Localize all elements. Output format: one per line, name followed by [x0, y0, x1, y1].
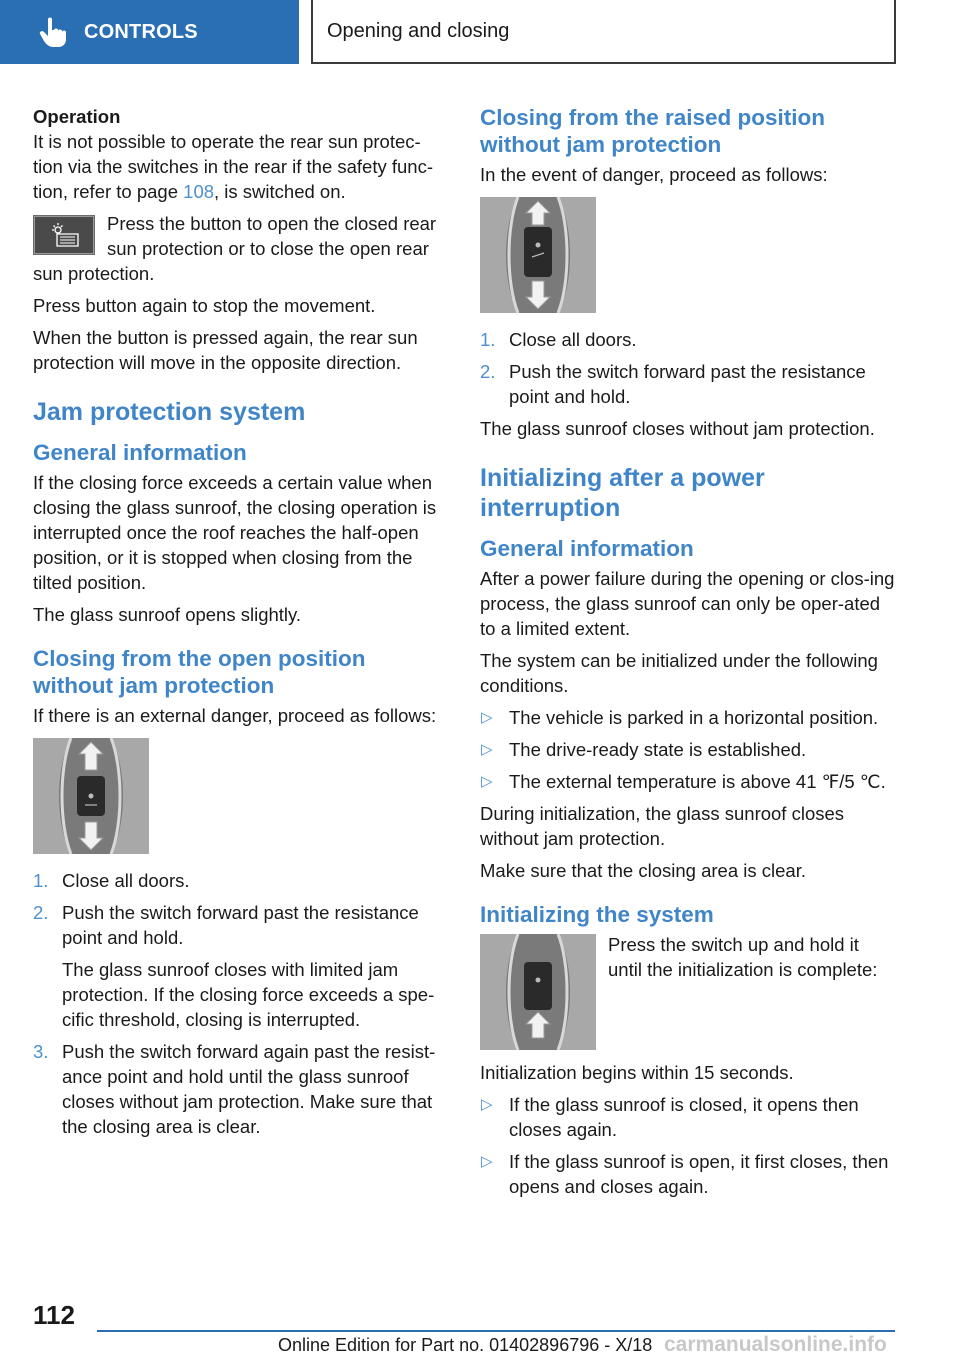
list-item [33, 1039, 449, 1139]
external-danger-text: If there is an external danger, proceed as follows: [33, 705, 437, 726]
init-system-heading: Initializing the system [480, 902, 714, 927]
list-item [480, 769, 896, 794]
footer-divider [97, 1330, 895, 1332]
list-item [480, 737, 896, 762]
step-text: Push the switch forward past the resistance point and hold. [62, 902, 419, 948]
list-item [480, 1092, 896, 1142]
step-text: Push the switch forward past the resistance point and hold. [509, 361, 866, 407]
triangle-bullet-icon: ▷ [481, 1096, 493, 1113]
conditions-intro: The system can be initialized under the following conditions. [480, 650, 878, 696]
chapter-tab-label: CONTROLS [84, 20, 198, 43]
closing-raised-heading: Closing from the raised position without jam protection [480, 105, 826, 157]
outcome-text: If the glass sunroof is closed, it opens then closes again. [509, 1094, 859, 1140]
chapter-tab[interactable] [0, 0, 299, 64]
list-item [33, 868, 449, 893]
general-info-heading: General information [33, 440, 247, 465]
begins-within-text: Initialization begins within 15 seconds. [480, 1062, 794, 1083]
jam-protection-heading: Jam protection system [33, 398, 306, 426]
closes-without-text: The glass sunroof closes without jam protection. [480, 418, 875, 439]
step-number: 1. [33, 870, 49, 891]
operation-paragraph [33, 129, 449, 204]
condition-text: The external temperature is above 41 ℉/5 ℃. [509, 771, 886, 792]
hand-pointer-icon [36, 15, 70, 49]
general-info-heading: General information [480, 536, 694, 561]
section-header [311, 0, 896, 64]
step-number: 3. [33, 1041, 49, 1062]
step-number: 1. [480, 329, 496, 350]
triangle-bullet-icon: ▷ [481, 1153, 493, 1170]
operation-heading: Operation [33, 106, 121, 127]
power-failure-text: After a power failure during the opening or clos-ing process, the glass sunroof can only be oper-ated to a limited extent. [480, 568, 895, 639]
page-number: 112 [33, 1300, 75, 1330]
list-item [33, 900, 449, 1032]
triangle-bullet-icon: ▷ [481, 709, 493, 726]
triangle-bullet-icon: ▷ [481, 773, 493, 790]
step-number: 2. [480, 361, 496, 382]
press-switch-up-text: Press the switch up and hold it until the initialization is complete: [608, 934, 878, 980]
triangle-bullet-icon: ▷ [481, 741, 493, 758]
step-text: Close all doors. [509, 329, 637, 350]
general-info-text: If the closing force exceeds a certain value when closing the glass sunroof, the closing operation is interrupted once the roof reaches the half-open position, or it is stopped when closing from the tilted position. [33, 472, 437, 593]
make-sure-text: Make sure that the closing area is clear. [480, 860, 806, 881]
event-danger-text: In the event of danger, proceed as follows: [480, 164, 828, 185]
condition-text: The drive-ready state is established. [509, 739, 807, 760]
step-text: Close all doors. [62, 870, 190, 891]
page-link-108[interactable]: 108 [183, 181, 215, 202]
outcomes-list [480, 1092, 896, 1199]
sunroof-switch-icon [480, 197, 596, 313]
step-extra-text: The glass sunroof closes with limited jam protection. If the closing force exceeds a spe-cific threshold, closing is interrupted. [62, 959, 435, 1030]
opens-slightly-text: The glass sunroof opens slightly. [33, 604, 302, 625]
watermark: carmanualsonline.info [664, 1333, 887, 1356]
press-again-text: Press button again to stop the movement. [33, 295, 376, 316]
sunroof-switch-icon [33, 738, 149, 854]
condition-text: The vehicle is parked in a horizontal position. [509, 707, 879, 728]
open-steps-list [33, 868, 449, 1139]
list-item [480, 705, 896, 730]
operation-text: It is not possible to operate the rear sun protec-tion via the switches in the rear if the safety func-tion, refer to page [33, 131, 433, 202]
list-item [480, 359, 896, 409]
closing-open-heading: Closing from the open position without jam protection [33, 646, 366, 698]
left-column [33, 104, 449, 1146]
init-power-heading: Initializing after a power interruption [480, 464, 765, 522]
during-init-text: During initialization, the glass sunroof closes without jam protection. [480, 803, 845, 849]
operation-text-end: , is switched on. [214, 181, 346, 202]
step-text: Push the switch forward again past the resist-ance point and hold until the glass sunroof closes without jam protection. Make sure that the closing area is clear. [62, 1041, 436, 1137]
opposite-direction-text: When the button is pressed again, the rear sun protection will move in the opposite direction. [33, 327, 418, 373]
section-title: Opening and closing [327, 19, 510, 42]
raised-steps-list [480, 327, 896, 409]
sunroof-switch-icon [480, 934, 596, 1050]
list-item [480, 327, 896, 352]
right-column [480, 104, 896, 1206]
outcome-text: If the glass sunroof is open, it first closes, then opens and closes again. [509, 1151, 889, 1197]
button-instruction: Press the button to open the closed rear sun protection or to close the open rear sun protection. [33, 213, 437, 284]
edition-text: Online Edition for Part no. 01402896796 - X/18 [278, 1335, 653, 1355]
list-item [480, 1149, 896, 1199]
conditions-list [480, 705, 896, 794]
sun-protection-button-icon [33, 215, 95, 255]
step-number: 2. [33, 902, 49, 923]
